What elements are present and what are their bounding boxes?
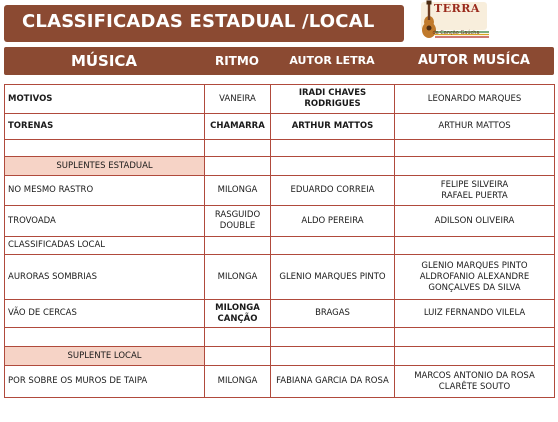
cell-autor-musica: GLENIO MARQUES PINTO ALDROFANIO ALEXANDRE GONÇALVES DA SILVA [395,255,555,300]
cell-musica: NO MESMO RASTRO [5,176,205,206]
cell-ritmo: MILONGA CANÇÃO [205,300,271,328]
table-row [5,176,555,206]
cell-autor-letra: BRAGAS [271,300,395,328]
section-label: SUPLENTES ESTADUAL [5,157,205,176]
table-row [5,206,555,237]
table-row [5,255,555,300]
cell-musica: TROVOADA [5,206,205,237]
empty-row [5,140,555,157]
header-musica: MÚSICA [70,52,138,70]
cell-ritmo: CHAMARRA [205,114,271,140]
cell-ritmo: MILONGA [205,176,271,206]
cell-musica: MOTIVOS [5,85,205,114]
table-row [5,85,555,114]
cell-musica: AURORAS SOMBRIAS [5,255,205,300]
section-label: CLASSIFICADAS LOCAL [5,237,205,255]
section-row [5,237,555,255]
section-row [5,347,555,366]
cell-autor-letra: EDUARDO CORREIA [271,176,395,206]
cell-autor-letra: ARTHUR MATTOS [271,114,395,140]
table-row [5,300,555,328]
cell-musica: VÃO DE CERCAS [5,300,205,328]
songs-table [4,84,555,398]
cell-autor-letra: ALDO PEREIRA [271,206,395,237]
cell-ritmo: RASGUIDO DOUBLE [205,206,271,237]
section-row [5,157,555,176]
cell-ritmo: MILONGA [205,255,271,300]
header-ritmo: RITMO [214,54,260,68]
cell-autor-letra: GLENIO MARQUES PINTO [271,255,395,300]
logo-wordmark: TERRA [434,2,480,15]
cell-autor-letra: FABIANA GARCIA DA ROSA [271,366,395,398]
cell-autor-letra: IRADI CHAVES RODRIGUES [271,85,395,114]
table-row [5,366,555,398]
cell-autor-musica: FELIPE SILVEIRA RAFAEL PUERTA [395,176,555,206]
section-label: SUPLENTE LOCAL [5,347,205,366]
title-bar [4,5,404,42]
cell-autor-musica: LUIZ FERNANDO VILELA [395,300,555,328]
cell-autor-musica: ARTHUR MATTOS [395,114,555,140]
cell-autor-musica: ADILSON OLIVEIRA [395,206,555,237]
table-header [4,47,554,75]
cell-musica: POR SOBRE OS MUROS DE TAIPA [5,366,205,398]
cell-autor-musica: MARCOS ANTONIO DA ROSA CLARÊTE SOUTO [395,366,555,398]
cell-musica: TORENAS [5,114,205,140]
page-title: CLASSIFICADAS ESTADUAL /LOCAL [22,11,375,32]
header-autor-musica: AUTOR MUSÍCA [418,53,530,68]
table-row [5,114,555,140]
cell-autor-musica: LEONARDO MARQUES [395,85,555,114]
cell-ritmo: VANEIRA [205,85,271,114]
header-autor-letra: AUTOR LETRA [289,54,375,67]
empty-row [5,328,555,347]
cell-ritmo: MILONGA [205,366,271,398]
logo-subtitle: da Canção Gaúcha [432,30,480,36]
